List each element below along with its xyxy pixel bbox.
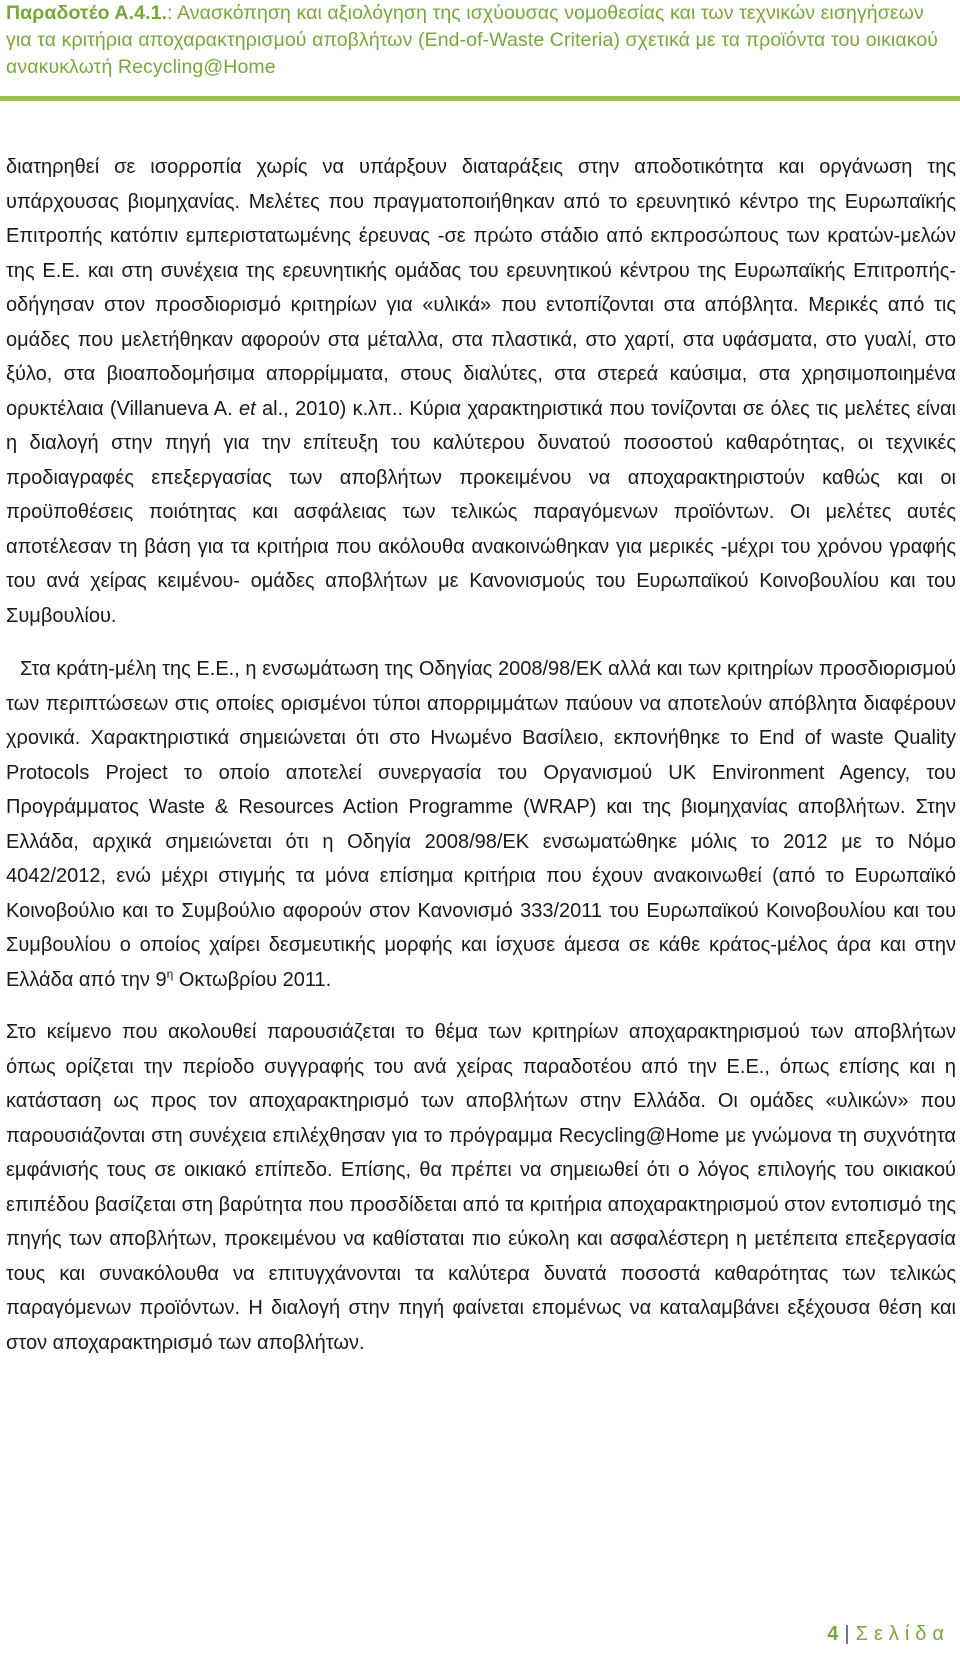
paragraph-1 <box>6 150 956 633</box>
paragraph-2 <box>6 652 956 997</box>
paragraph-2-text-b: Οκτωβρίου 2011. <box>173 968 332 991</box>
document-header <box>0 0 960 81</box>
page-footer <box>827 1622 950 1646</box>
footer-separator: | <box>844 1623 850 1645</box>
header-divider <box>0 96 960 101</box>
paragraph-1-text-b: al., 2010) κ.λπ.. Κύρια χαρακτηριστικά που τονίζονται σε όλες τις μελέτες είναι η διαλογή στην πηγή για την επίτευξη του καλύτερου δυνατού ποσοστού καθαρότητας, οι τεχνικές προδιαγραφές επεξεργασίας των αποβλήτων προκειμένου να αποχαρακτηριστούν καθώς και οι προϋποθέσεις ποιότητας και ασφάλειας των τελικώς παραγόμενων προϊόντων. Οι μελέτες αυτές αποτέλεσαν τη βάση για τα κριτήρια που ακόλουθα ανακοινώθηκαν για μερικές -μέχρι του χρόνου γραφής του ανά χείρας κειμένου- ομάδες αποβλήτων με Κανονισμούς του Ευρωπαϊκού Κοινοβουλίου και του Συμβουλίου. <box>6 397 956 627</box>
paragraph-3: Στο κείμενο που ακολουθεί παρουσιάζεται το θέμα των κριτηρίων αποχαρακτηρισμού των αποβλήτων όπως ορίζεται την περίοδο συγγραφής του ανά χείρας παραδοτέου από την Ε.Ε., όπως επίσης και η κατάσταση ως προς τον αποχαρακτηρισμό των αποβλήτων στην Ελλάδα. Οι ομάδες «υλικών» που παρουσιάζονται στη συνέχεια επιλέχθησαν για το πρόγραμμα Recycling@Home με γνώμονα τη συχνότητα εμφάνισής τους σε οικιακό επίπεδο. Επίσης, θα πρέπει να σημειωθεί ότι ο λόγος επιλογής του οικιακού επιπέδου βασίζεται στη βαρύτητα που προσδίδεται από τα κριτήρια αποχαρακτηρισμού στον εντοπισμό της πηγής των αποβλήτων, προκειμένου να καθίσταται πιο εύκολη και ασφαλέστερη η μετέπειτα επεξεργασία τους και συνακόλουθα να επιτυγχάνονται τα καλύτερα δυνατά ποσοστά καθαρότητας των τελικώς παραγόμενων προϊόντων. Η διαλογή στην πηγή φαίνεται επομένως να καταλαμβάνει εξέχουσα θέση και στον αποχαρακτηρισμό των αποβλήτων. <box>6 1021 956 1354</box>
paragraph-1-text-a: διατηρηθεί σε ισορροπία χωρίς να υπάρξουν διαταράξεις στην αποδοτικότητα και οργάνωση της υπάρχουσας βιομηχανίας. Μελέτες που πραγματοποιήθηκαν από το ερευνητικό κέντρο της Ευρωπαϊκής Επιτροπής κατόπιν εμπεριστατωμένης έρευνας -σε πρώτο στάδιο από εκπροσώπους των κρατών-μελών της Ε.Ε. και στη συνέχεια της ερευνητικής ομάδας του ερευνητικού κέντρου της Ευρωπαϊκής Επιτροπής- οδήγησαν στον προσδιορισμό κριτηρίων για «υλικά» που εντοπίζονται στα απόβλητα. Μερικές από τις ομάδες που μελετήθηκαν αφορούν στα μέταλλα, στα πλαστικά, στο χαρτί, στα υφάσματα, στο γυαλί, στο ξύλο, στα βιοαποδομήσιμα απορρίμματα, στους διαλύτες, στα στερεά καύσιμα, στα χρησιμοποιημένα ορυκτέλαια (Villanueva A. <box>6 156 956 420</box>
paragraph-1-italic: et <box>238 397 256 420</box>
paragraph-2-text-a: Στα κράτη-μέλη της Ε.Ε., η ενσωμάτωση της Οδηγίας 2008/98/ΕΚ αλλά και των κριτηρίων προσδιορισμού των περιπτώσεων στις οποίες ορισμένοι τύποι απορριμμάτων παύουν να αποτελούν απόβλητα διαφέρουν χρονικά. Χαρακτηριστικά σημειώνεται ότι στο Ηνωμένο Βασίλειο, εκπονήθηκε το End of waste Quality Protocols Project το οποίο αποτελεί συνεργασία του Οργανισμού UK Environment Agency, του Προγράμματος Waste & Resources Action Programme (WRAP) και της βιομηχανίας αποβλήτων. Στην Ελλάδα, αρχικά σημειώνεται ότι η Οδηγία 2008/98/ΕΚ ενσωματώθηκε μόλις το 2012 με το Νόμο 4042/2012, ενώ μέχρι στιγμής τα μόνα επίσημα κριτήρια που έχουν ανακοινωθεί (από το Ευρωπαϊκό Κοινοβούλιο και το Συμβούλιο αφορούν στον Κανονισμό 333/2011 του Ευρωπαϊκού Κοινοβουλίου και του Συμβουλίου ο οποίος χαίρει δεσμευτικής μορφής και ίσχυσε άμεσα σε κάθε κράτος-μέλος άρα και στην Ελλάδα από την 9 <box>6 658 956 991</box>
page-word: Σελίδα <box>855 1623 950 1645</box>
deliverable-title: : Ανασκόπηση και αξιολόγηση της ισχύουσας νομοθεσίας και των τεχνικών εισηγήσεων για τα κριτήρια αποχαρακτηρισμού αποβλήτων (End-of-Waste Criteria) σχετικά με τα προϊόντα του οικιακού ανακυκλωτή Recycling@Home <box>6 2 939 78</box>
page-number: 4 <box>827 1623 839 1645</box>
document-body <box>6 150 956 1360</box>
paragraph-2-superscript: η <box>166 966 174 981</box>
deliverable-label: Παραδοτέο Α.4.1. <box>6 2 168 24</box>
